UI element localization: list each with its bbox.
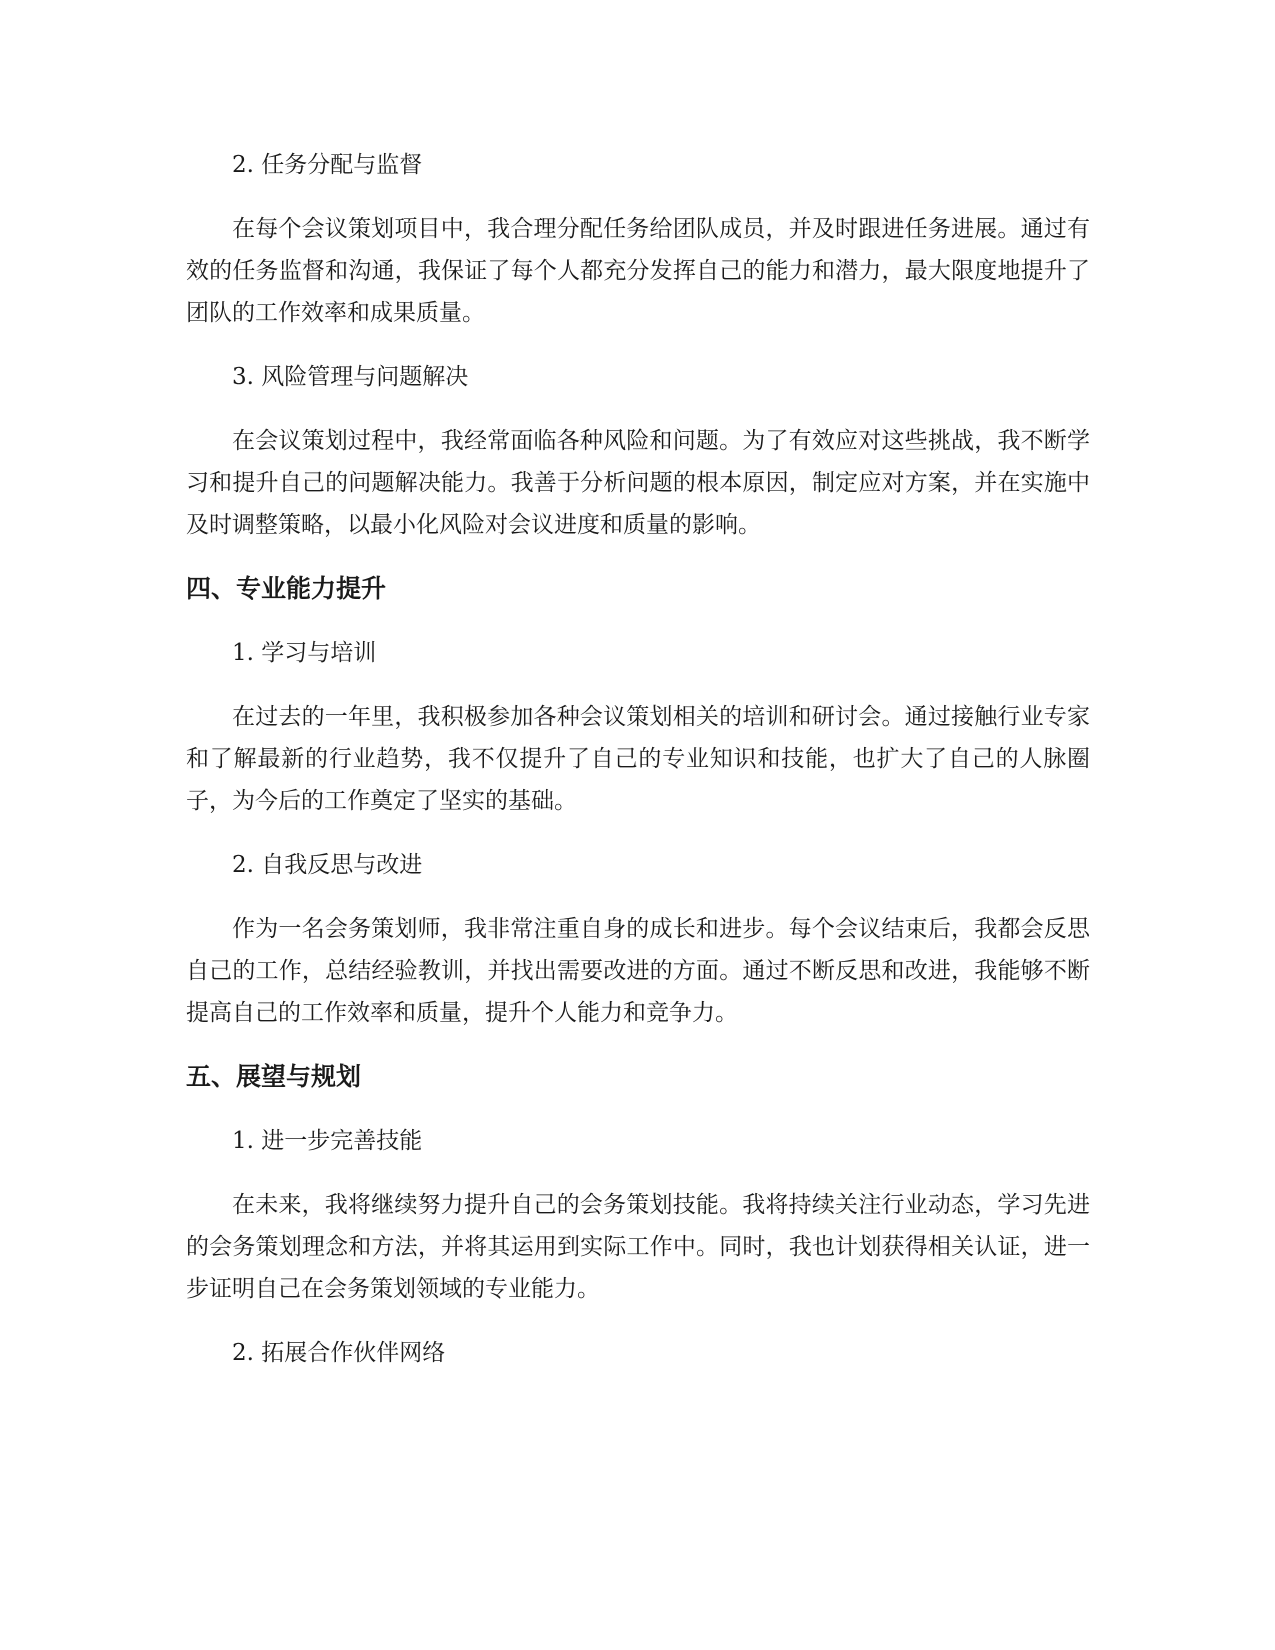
subsection-title-skills: 1. 进一步完善技能 [232,1128,423,1154]
paragraph-task-allocation: 在每个会议策划项目中，我合理分配任务给团队成员，并及时跟进任务进展。通过有效的任务监督和沟通，我保证了每个人都充分发挥自己的能力和潜力，最大限度地提升了团队的工作效率和成果质量。 [186,216,1090,326]
section-heading-outlook: 五、展望与规划 [186,1062,362,1091]
subsection-title-learning: 1. 学习与培训 [232,640,377,666]
subsection-title-risk-management: 3. 风险管理与问题解决 [232,364,469,390]
paragraph-self-reflection: 作为一名会务策划师，我非常注重自身的成长和进步。每个会议结束后，我都会反思自己的工作，总结经验教训，并找出需要改进的方面。通过不断反思和改进，我能够不断提高自己的工作效率和质量，提升个人能力和竞争力。 [186,916,1090,1026]
section-heading-professional-growth: 四、专业能力提升 [186,574,387,603]
paragraph-skills: 在未来，我将继续努力提升自己的会务策划技能。我将持续关注行业动态，学习先进的会务策划理念和方法，并将其运用到实际工作中。同时，我也计划获得相关认证，进一步证明自己在会务策划领域的专业能力。 [186,1192,1090,1302]
paragraph-risk-management: 在会议策划过程中，我经常面临各种风险和问题。为了有效应对这些挑战，我不断学习和提升自己的问题解决能力。我善于分析问题的根本原因，制定应对方案，并在实施中及时调整策略，以最小化风险对会议进度和质量的影响。 [186,428,1090,538]
subsection-title-task-allocation: 2. 任务分配与监督 [232,152,423,178]
subsection-title-partner-network: 2. 拓展合作伙伴网络 [232,1340,446,1366]
subsection-title-self-reflection: 2. 自我反思与改进 [232,852,423,878]
document-body [186,144,1090,1374]
paragraph-learning: 在过去的一年里，我积极参加各种会议策划相关的培训和研讨会。通过接触行业专家和了解最新的行业趋势，我不仅提升了自己的专业知识和技能，也扩大了自己的人脉圈子，为今后的工作奠定了坚实的基础。 [186,704,1090,814]
